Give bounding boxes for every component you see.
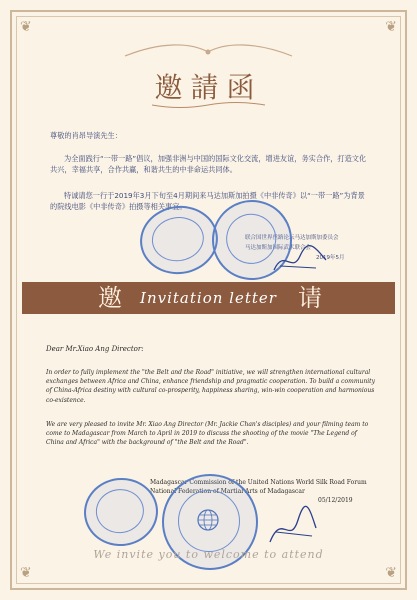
signature-icon <box>270 240 330 280</box>
top-flourish-icon <box>120 40 297 62</box>
corner-ornament: ❦ <box>385 19 397 35</box>
invitation-banner <box>22 282 395 314</box>
corner-ornament: ❦ <box>385 565 397 581</box>
page-title-cn: 邀請函 <box>154 71 263 104</box>
paragraph-2-cn: 特诚请您一行于2019年3月下旬至4月期间来马达加斯加拍摄《中非传奇》以“一带一路”为背景的院线电影《中非传奇》拍摄等相关事宜。 <box>50 191 365 211</box>
paragraph-2-en: We are very pleased to invite Mr. Xiao Ang Director (Mr. Jackie Chan's disciples) and your filming team to come to Madagascar from March to April in 2019 to discuss the shooting of the movie "The Legend of China and Africa" with the background of "the Belt and the Road". <box>46 421 369 447</box>
date-cn: 2019年5月 <box>316 255 345 261</box>
footer-invitation-text: We invite you to welcome to attend <box>93 548 324 561</box>
signer-cn-2: 马达加斯加国际武术联合会 <box>245 245 312 251</box>
date-en: 05/12/2019 <box>318 497 353 504</box>
salutation-en: Dear Mr.Xiao Ang Director: <box>46 345 144 353</box>
paragraph-1-en: In order to fully implement the "the Belt and the Road" initiative, we will strengthen international cultural exchanges between Africa and China, enhance friendship and pragmatic cooperation. To build a community of China-Africa destiny with cultural co-prosperity, happiness sharing, win-win cooperation and harmonious co-existence. <box>46 369 375 404</box>
globe-icon <box>196 508 220 532</box>
corner-ornament: ❦ <box>20 19 32 35</box>
banner-cjk-right: 请 <box>298 284 322 312</box>
signer-en-1: Madagascar Commission of the United Nations World Silk Road Forum <box>150 479 367 486</box>
signer-en-2: National Federation of Martial Arts of Madagascar <box>150 488 305 495</box>
banner-cjk-left: 邀 <box>98 284 122 312</box>
corner-ornament: ❦ <box>20 565 32 581</box>
paragraph-1-cn: 为全面践行“一带一路”倡议，加强非洲与中国的国际文化交流，增进友谊，务实合作，打造文化共兴，幸福共享，合作共赢，和谐共生的中非命运共同体。 <box>50 154 367 174</box>
signature-icon <box>264 502 320 552</box>
salutation-cn: 尊敬的肖昂导演先生： <box>50 131 122 140</box>
signer-cn-1: 联合国世界丝路论坛马达加斯加委员会 <box>245 235 339 241</box>
title-underline-flourish-icon <box>150 100 267 110</box>
banner-title: Invitation letter <box>140 289 277 307</box>
